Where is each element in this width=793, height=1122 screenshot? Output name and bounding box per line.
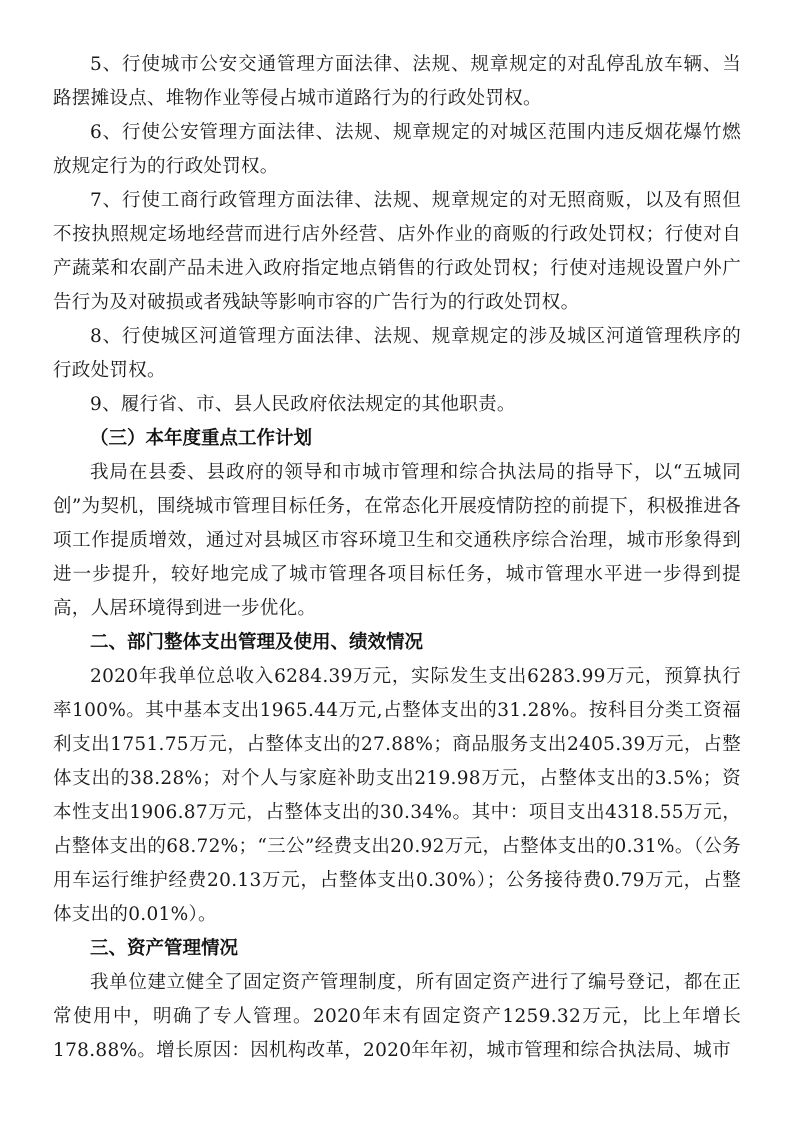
- work-plan-paragraph: 我局在县委、县政府的领导和市城市管理和综合执法局的指导下，以“五城同创”为契机，围绕城市管理目标任务，在常态化开展疫情防控的前提下，积极推进各项工作提质增效，通过对县城区市容环境卫生和交通秩序综合治理，城市形象得到进一步提升，较好地完成了城市管理各项目标任务，城市管理水平进一步得到提高，人居环境得到进一步优化。: [53, 462, 741, 619]
- duty-item-9: 9、履行省、市、县人民政府依法规定的其他职责。: [90, 394, 516, 415]
- duty-item-8: 8、行使城区河道管理方面法律、法规、规章规定的涉及城区河道管理秩序的行政处罚权。: [53, 326, 741, 381]
- section-heading-work-plan: （三）本年度重点工作计划: [90, 428, 313, 449]
- duty-item-5: 5、行使城市公安交通管理方面法律、法规、规章规定的对乱停乱放车辆、当路摆摊设点、堆物作业等侵占城市道路行为的行政处罚权。: [53, 54, 741, 109]
- assets-paragraph: 我单位建立健全了固定资产管理制度，所有固定资产进行了编号登记，都在正常使用中，明确了专人管理。2020年末有固定资产1259.32万元，比上年增长178.88%。增长原因：因机构改革，2020年年初，城市管理和综合执法局、城市: [53, 972, 741, 1061]
- document-page: [53, 48, 741, 1068]
- duty-item-6: 6、行使公安管理方面法律、法规、规章规定的对城区范围内违反烟花爆竹燃放规定行为的行政处罚权。: [53, 122, 741, 177]
- section-heading-spending: 二、部门整体支出管理及使用、绩效情况: [90, 632, 424, 653]
- section-heading-assets: 三、资产管理情况: [90, 938, 239, 959]
- duty-item-7: 7、行使工商行政管理方面法律、法规、规章规定的对无照商贩，以及有照但不按执照规定场地经营而进行店外经营、店外作业的商贩的行政处罚权；行使对自产蔬菜和农副产品未进入政府指定地点销售的行政处罚权；行使对违规设置户外广告行为及对破损或者残缺等影响市容的广告行为的行政处罚权。: [53, 190, 741, 313]
- spending-paragraph: 2020年我单位总收入6284.39万元，实际发生支出6283.99万元，预算执行率100%。其中基本支出1965.44万元,占整体支出的31.28%。按科目分类工资福利支出1751.75万元，占整体支出的27.88%；商品服务支出2405.39万元，占整体支出的38.28%；对个人与家庭补助支出219.98万元，占整体支出的3.5%；资本性支出1906.87万元，占整体支出的30.34%。其中：项目支出4318.55万元，占整体支出的68.72%；“三公”经费支出20.92万元，占整体支出的0.31%。（公务用车运行维护经费20.13万元，占整体支出0.30%）；公务接待费0.79万元，占整体支出的0.01%）。: [53, 666, 741, 925]
